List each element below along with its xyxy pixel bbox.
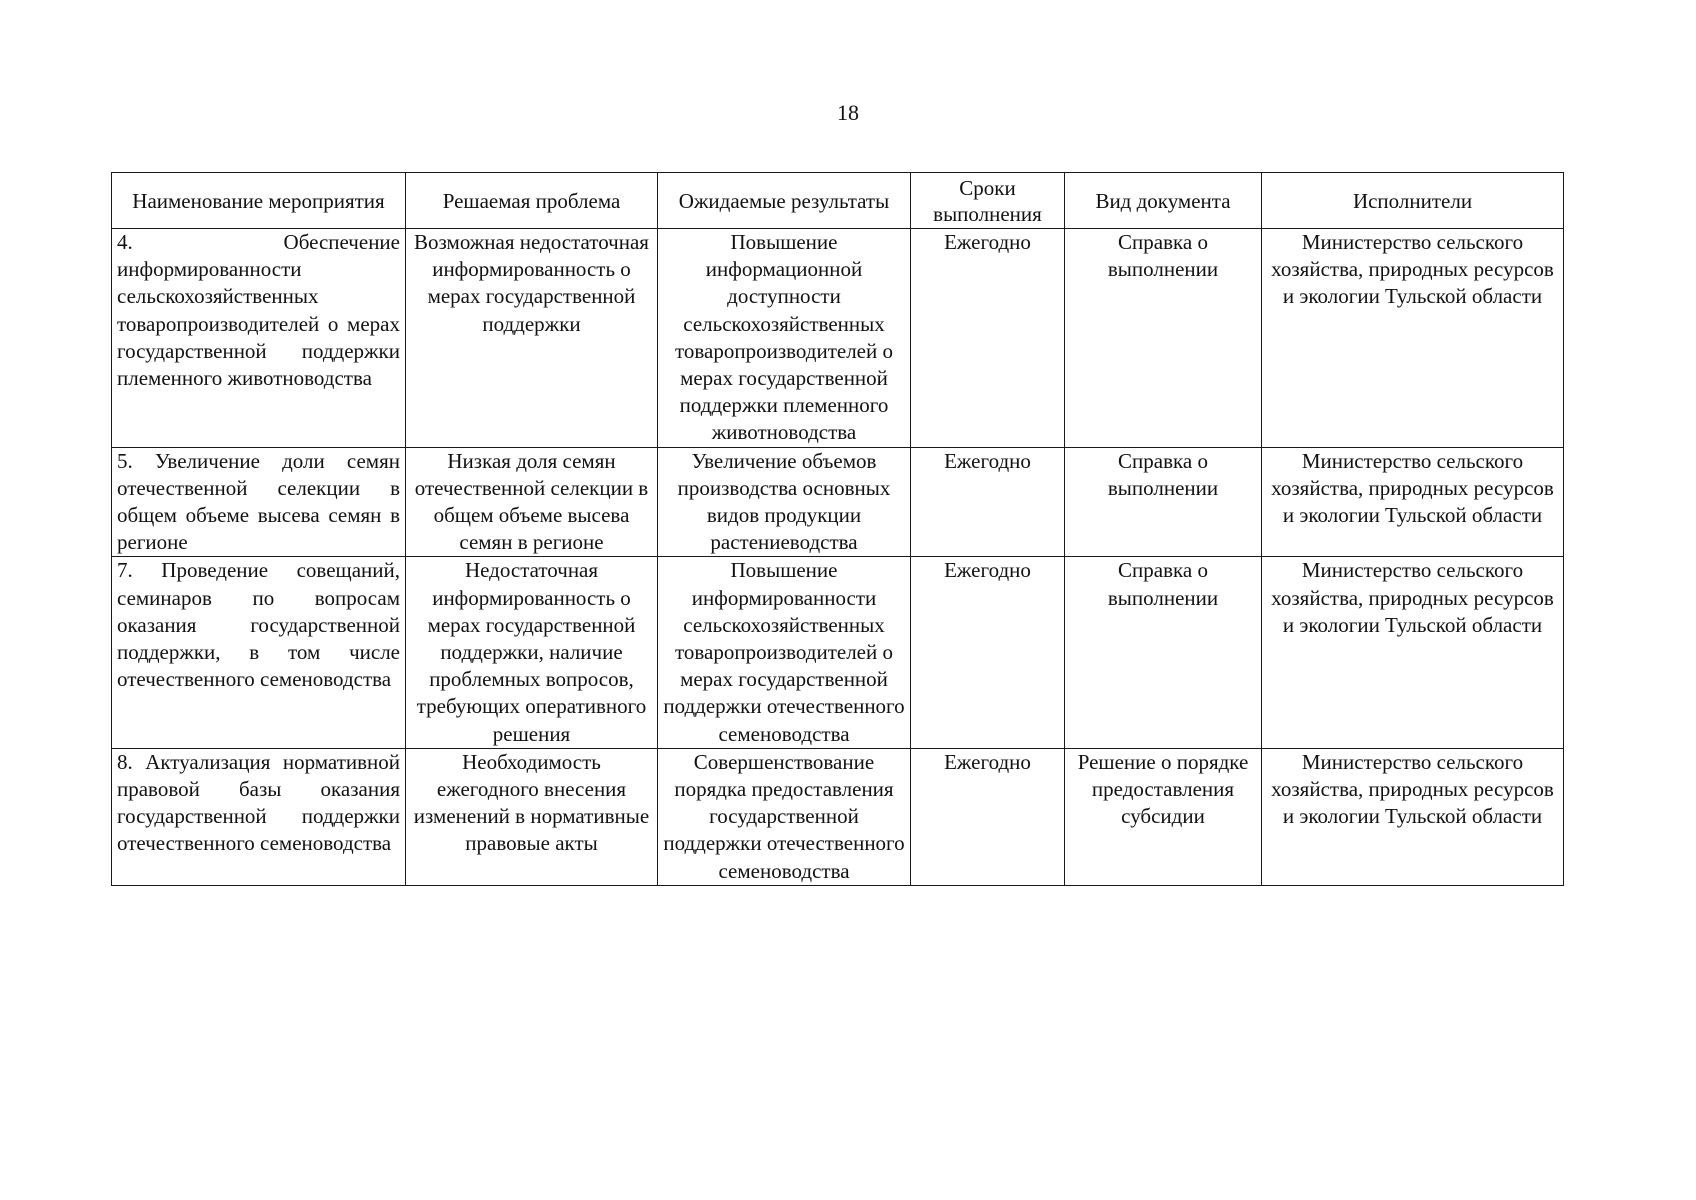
cell-name: 5. Увеличение доли семян отечественной селекции в общем объеме высева семян в регионе (112, 447, 406, 557)
cell-problem: Низкая доля семян отечественной селекции в общем объеме высева семян в регионе (406, 447, 658, 557)
table-header-row (112, 173, 1564, 229)
cell-executors: Министерство сельского хозяйства, природных ресурсов и экологии Тульской области (1262, 748, 1564, 885)
cell-document: Справка о выполнении (1065, 447, 1262, 557)
cell-problem: Недостаточная информированность о мерах государственной поддержки, наличие проблемных вопросов, требующих оперативного решения (406, 557, 658, 748)
cell-name: 4. Обеспечение информированности сельскохозяйственных товаропроизводителей о мерах государственной поддержки племенного животноводства (112, 229, 406, 448)
cell-terms: Ежегодно (911, 557, 1065, 748)
header-name: Наименование мероприятия (112, 173, 406, 229)
table-row (112, 748, 1564, 885)
cell-name: 8. Актуализация нормативной правовой базы оказания государственной поддержки отечественного семеноводства (112, 748, 406, 885)
cell-problem: Возможная недостаточная информированность о мерах государственной поддержки (406, 229, 658, 448)
cell-document: Решение о порядке предоставления субсидии (1065, 748, 1262, 885)
table-row (112, 447, 1564, 557)
cell-name: 7. Проведение совещаний, семинаров по вопросам оказания государственной поддержки, в том числе отечественного семеноводства (112, 557, 406, 748)
cell-document: Справка о выполнении (1065, 557, 1262, 748)
cell-results: Увеличение объемов производства основных видов продукции растениеводства (658, 447, 911, 557)
cell-results: Повышение информированности сельскохозяйственных товаропроизводителей о мерах государственной поддержки отечественного семеноводства (658, 557, 911, 748)
cell-terms: Ежегодно (911, 229, 1065, 448)
header-terms: Сроки выполнения (911, 173, 1065, 229)
cell-terms: Ежегодно (911, 447, 1065, 557)
page-number: 18 (837, 100, 859, 125)
measures-table (111, 172, 1564, 886)
table-row (112, 229, 1564, 448)
cell-terms: Ежегодно (911, 748, 1065, 885)
cell-results: Совершенствование порядка предоставления государственной поддержки отечественного семеноводства (658, 748, 911, 885)
cell-document: Справка о выполнении (1065, 229, 1262, 448)
cell-executors: Министерство сельского хозяйства, природных ресурсов и экологии Тульской области (1262, 557, 1564, 748)
cell-executors: Министерство сельского хозяйства, природных ресурсов и экологии Тульской области (1262, 447, 1564, 557)
cell-executors: Министерство сельского хозяйства, природных ресурсов и экологии Тульской области (1262, 229, 1564, 448)
header-problem: Решаемая проблема (406, 173, 658, 229)
header-document: Вид документа (1065, 173, 1262, 229)
cell-problem: Необходимость ежегодного внесения изменений в нормативные правовые акты (406, 748, 658, 885)
table-row (112, 557, 1564, 748)
header-results: Ожидаемые результаты (658, 173, 911, 229)
cell-results: Повышение информационной доступности сельскохозяйственных товаропроизводителей о мерах государственной поддержки племенного животноводства (658, 229, 911, 448)
header-executors: Исполнители (1262, 173, 1564, 229)
